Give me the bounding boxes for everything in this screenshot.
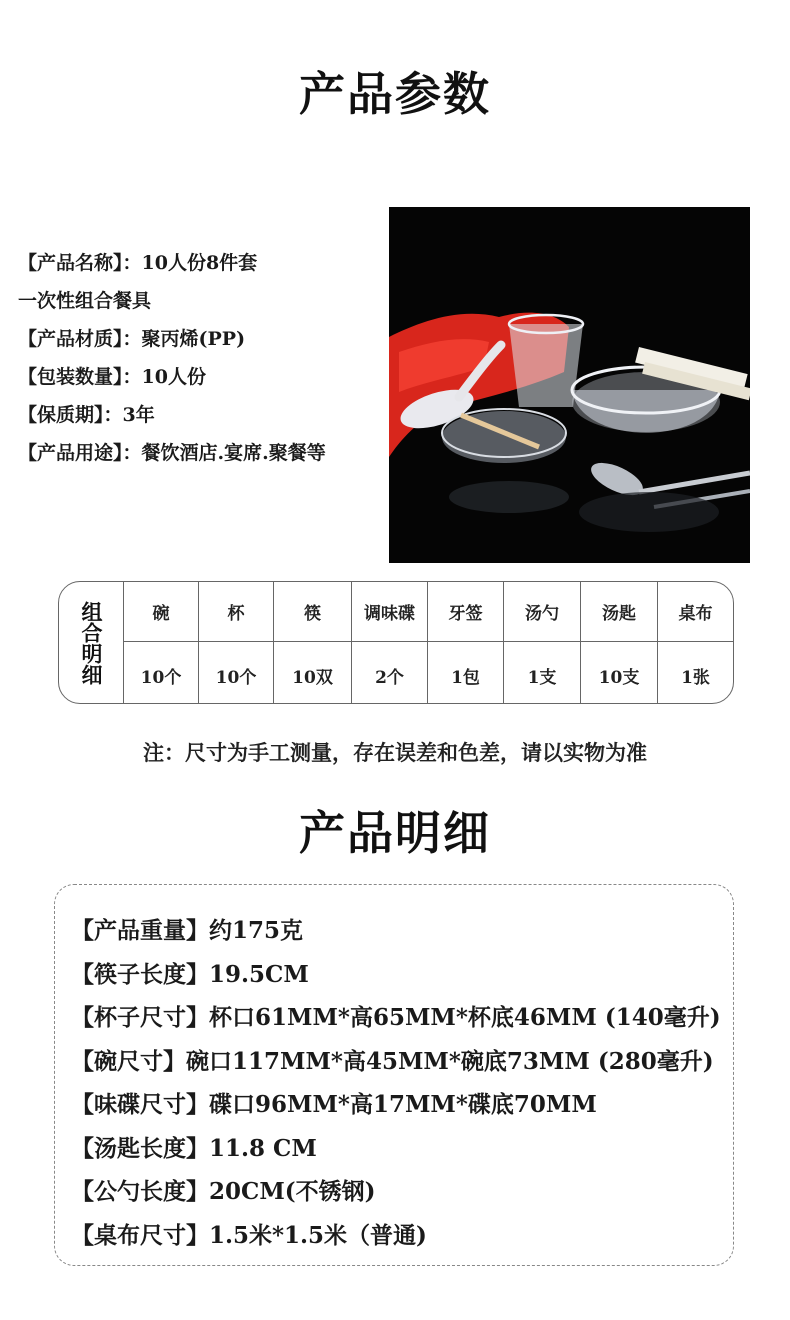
combo-table: [58, 581, 734, 704]
combo-item-qty: 1张: [681, 668, 710, 688]
combo-item-qty: 2个: [352, 642, 428, 703]
combo-grid: [124, 582, 733, 703]
detail-cup-size: 【杯子尺寸】杯口61MM*高65MM*杯底46MM (140毫升): [71, 1004, 721, 1031]
detail-ladle-length: 【公勺长度】20CM(不锈钢): [71, 1178, 376, 1205]
detail-dish-size: 【味碟尺寸】碟口96MM*高17MM*碟底70MM: [71, 1091, 597, 1118]
product-photo: [389, 207, 750, 563]
section-title-parameters: 产品参数: [299, 67, 491, 121]
combo-label: 组合明细: [79, 600, 104, 685]
combo-item-name: 汤匙: [581, 582, 658, 642]
measurement-note: 注：尺寸为手工测量，存在误差和色差，请以实物为准: [143, 740, 647, 765]
spec-product-name-cont: 一次性组合餐具: [18, 290, 152, 312]
combo-item-name: 桌布: [658, 582, 733, 642]
combo-item-name: 调味碟: [352, 582, 428, 642]
combo-item-qty: 1包: [428, 642, 504, 703]
combo-item-qty: 10个: [199, 642, 274, 703]
spec-material: 【产品材质】：聚丙烯(PP): [18, 328, 246, 350]
combo-item-name: 筷: [274, 582, 352, 642]
detail-chopstick-length: 【筷子长度】19.5CM: [71, 960, 309, 988]
spec-usage: 【产品用途】：餐饮酒店.宴席.聚餐等: [18, 442, 326, 464]
combo-label-cell: [59, 582, 124, 703]
combo-item-name: 碗: [124, 582, 199, 642]
combo-item-name: 汤勺: [504, 582, 581, 642]
combo-item-qty: 10双: [274, 642, 352, 703]
detail-tablecloth-size: 【桌布尺寸】1.5米*1.5米（普通): [71, 1221, 427, 1249]
detail-bowl-size: 【碗尺寸】碗口117MM*高45MM*碗底73MM (280毫升): [71, 1047, 714, 1075]
combo-item-name: 牙签: [428, 582, 504, 642]
combo-item-name: 杯: [199, 582, 274, 642]
detail-spoon-length: 【汤匙长度】11.8 CM: [71, 1134, 317, 1162]
combo-item-qty: 1支: [504, 642, 581, 703]
spec-package-quantity: 【包装数量】：10人份: [18, 366, 206, 388]
section-title-details: 产品明细: [299, 806, 491, 860]
combo-item-qty: 10个: [124, 642, 199, 703]
combo-item-qty: 10支: [581, 642, 658, 703]
detail-box: [54, 884, 734, 1266]
spec-product-name: 【产品名称】：10人份8件套: [18, 252, 258, 274]
detail-weight: 【产品重量】约175克: [71, 917, 304, 944]
spec-list: [18, 244, 388, 472]
spec-shelf-life: 【保质期】：3年: [18, 404, 155, 426]
